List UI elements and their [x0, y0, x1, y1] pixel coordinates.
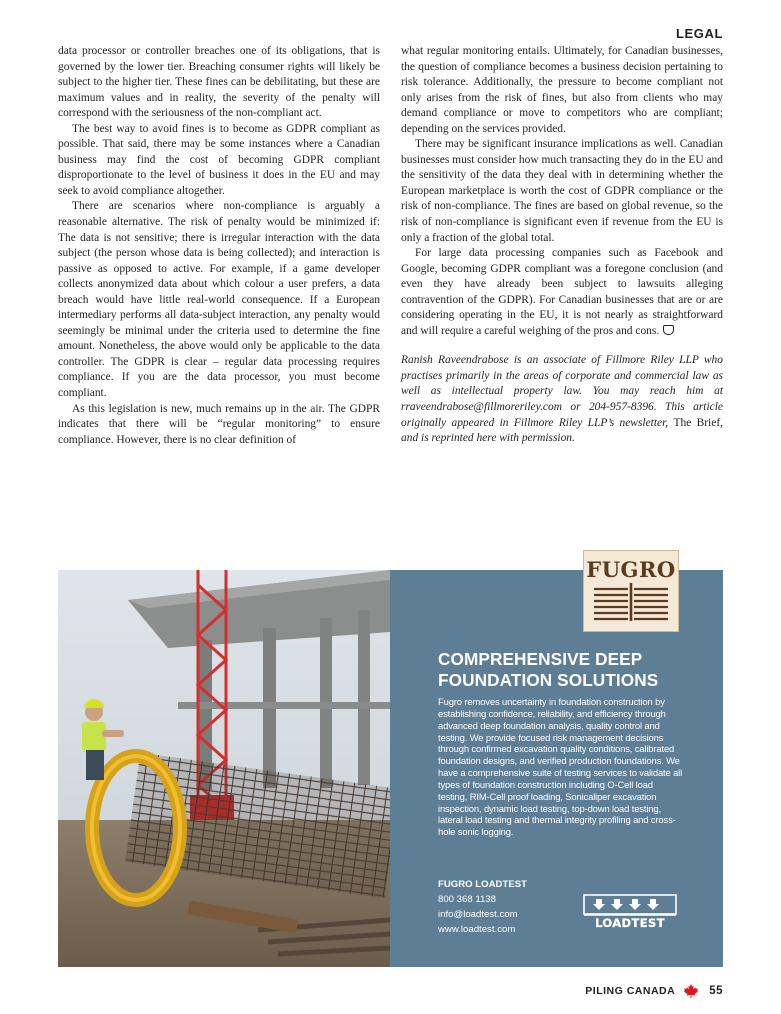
contact-email[interactable]: info@loadtest.com [438, 909, 518, 920]
article-column-left [58, 44, 380, 448]
author-bio-text: Ranish Raveendrabose is an associate of Fillmore Riley LLP who practises primarily in the areas of corporate and commercial law as well as intellectual property law. You may reach him at rraveendrabose@fillmoreriley.com or 204-957-8396. This article originally appeared in Fillmore Riley LLP’s newsletter, [401, 354, 723, 429]
author-bio [401, 353, 723, 446]
article-paragraph: The best way to avoid fines is to become as GDPR compliant as possible. That said, there may be some instances where a Canadian business may find the cost of becoming GDPR compliant disproportionate to the level of business it does in the EU and may seek to avoid compliance altogether. [58, 122, 380, 197]
construction-photo [58, 570, 390, 967]
ad-text-panel [390, 557, 723, 967]
ad-contact-block [438, 877, 527, 937]
loadtest-logo-text: LOADTEST [595, 916, 665, 930]
article-paragraph [401, 246, 723, 339]
section-tag: LEGAL [675, 26, 723, 41]
article-paragraph: data processor or controller breaches one of its obligations, that is governed by the lower tier. Breaching consumer rights will likely be subject to the higher tier. These fines can be debilitating, but these are maximum values and in reality, the severity of the penalty will correspond with the seriousness of the non-compliant act. [58, 45, 380, 120]
contact-brand: FUGRO LOADTEST [438, 879, 528, 890]
article-paragraph-text: For large data processing companies such as Facebook and Google, becoming GDPR compliant was a foregone conclusion (and even they have already been subject to lawsuits alleging contravention of the GDPR). For Canadian businesses that are or are considering operating in the EU, it is not nearly as straightforward and will require a careful weighing of the pros and cons. [401, 247, 723, 337]
loadtest-logo [582, 894, 678, 930]
author-bio-suffix: and is reprinted here with permission. [401, 432, 575, 445]
ad-body-text: Fugro removes uncertainty in foundation construction by establishing confidence, reliability, and efficiency through advanced deep foundation analysis, quality control and testing. We provide focused risk management decisions through confirmed excavation quality conditions, calibrated foundation designs, and verified production foundations. We have a comprehensive suite of testing services to validate all types of foundation construction including O-Cell load testing, RIM-Cell proof loading, Sonicaliper excavation inspection, dynamic load testing, top-down load testing, lateral load testing and thermal integrity profiling and cross-hole sonic logging. [438, 697, 683, 839]
article-paragraph: There are scenarios where non-compliance is arguably a reasonable alternative. The risk of penalty would be minimized if: The data is not sensitive; there is irregular interaction with the data subject (the person whose data is being collected); and interaction is passive as opposed to active. For example, if a game developer collects anonymized data about which colour a user prefers, a data breach would have little real-world consequence. If a European intermediary performs all data-subject interaction, any penalty would seemingly be minimal under the criteria used to determine the fine amount. Nonetheless, the above would only be applicable to the data controller. The GDPR is clear – regular data processing requires compliance. If you are the data processor, you must become compliant. [58, 200, 380, 400]
fugro-logo-text: FUGRO [586, 557, 676, 582]
ad-headline: COMPREHENSIVE DEEP FOUNDATION SOLUTIONS [438, 649, 659, 690]
article-paragraph: As this legislation is new, much remains up in the air. The GDPR indicates that there will be “regular monitoring” to ensure compliance. However, there is no clear definition of [58, 402, 380, 446]
fugro-advertisement [58, 557, 723, 967]
article-column-right [401, 44, 723, 447]
end-of-article-icon [663, 325, 674, 335]
fugro-logo [583, 550, 679, 632]
maple-leaf-icon [683, 983, 699, 999]
contact-phone: 800 368 1138 [438, 894, 496, 905]
newsletter-name: The Brief, [673, 416, 723, 429]
contact-website[interactable]: www.loadtest.com [438, 924, 516, 935]
magazine-name: PILING CANADA [585, 985, 676, 997]
page-footer [585, 983, 723, 999]
page-number: 55 [709, 985, 723, 997]
rebar-cage-crane-image [58, 570, 390, 967]
article-paragraph: There may be significant insurance implications as well. Canadian businesses must consider how much transacting they do in the EU and the sensitivity of the data they deal with in determining whether the European marketplace is worth the cost of GDPR compliance or the risk of non-compliance. The fines are based on global revenue, so the risk of non-compliance is significant even if revenue from the EU is only a fraction of the global total. [401, 138, 723, 244]
article-paragraph: what regular monitoring entails. Ultimately, for Canadian businesses, the question of compliance becomes a business decision pertaining to risk tolerance. Additionally, the pressure to become compliant not only arises from the risk of fines, but also from clients who may demand compliance or move to competitors who are compliant; depending on the services provided. [401, 45, 723, 135]
